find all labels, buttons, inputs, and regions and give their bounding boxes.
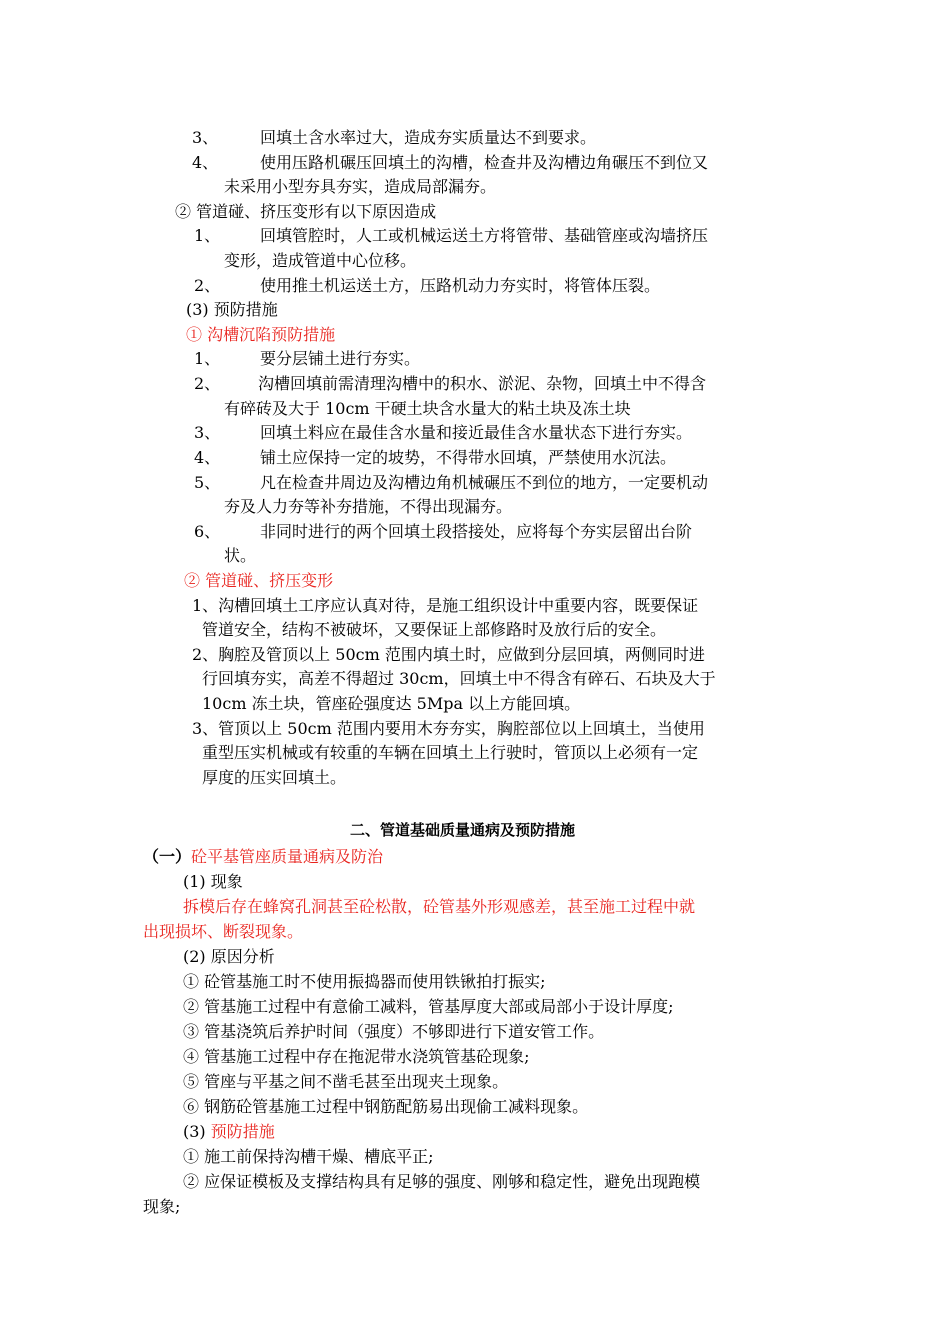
list-item: ③ 管基浇筑后养护时间（强度）不够即进行下道安管工作。 — [183, 1022, 605, 1041]
list-item: 4、 铺土应保持一定的坡势，不得带水回填，严禁使用水沉法。 — [194, 448, 677, 467]
section-heading: 二、管道基础质量通病及预防措施 — [350, 822, 576, 839]
paragraph-line: 行回填夯实，高差不得超过 30cm，回填土中不得含有碎石、石块及大于 — [202, 669, 716, 688]
list-item: ① 砼管基施工时不使用振捣器而使用铁锹拍打振实; — [183, 972, 546, 991]
list-item-continuation: 有碎砖及大于 10cm 干硬土块含水量大的粘土块及冻土块 — [224, 399, 631, 418]
list-item: 3、 回填土料应在最佳含水量和接近最佳含水量状态下进行夯实。 — [194, 423, 693, 442]
section-title: (3) 预防措施 — [186, 300, 278, 319]
paragraph-line: 出现损坏、断裂现象。 — [143, 922, 304, 941]
list-item: 1、 要分层铺土进行夯实。 — [194, 349, 421, 368]
list-item-continuation: 状。 — [224, 546, 257, 565]
paragraph-line: 管道安全，结构不被破坏，又要保证上部修路时及放行后的安全。 — [202, 620, 667, 639]
paragraph-label: (2) 原因分析 — [183, 947, 275, 966]
list-item: ④ 管基施工过程中存在拖泥带水浇筑管基砼现象; — [183, 1047, 530, 1066]
list-item-continuation: 夯及人力夯等补夯措施，不得出现漏夯。 — [224, 497, 513, 516]
list-item: ⑥ 钢筋砼管基施工过程中钢筋配筋易出现偷工减料现象。 — [183, 1097, 589, 1116]
paragraph-line: 拆模后存在蜂窝孔洞甚至砼松散，砼管基外形观感差，甚至施工过程中就 — [183, 897, 696, 916]
list-item: 2、 沟槽回填前需清理沟槽中的积水、淤泥、杂物，回填土中不得含 — [194, 374, 707, 393]
paragraph-label: (3) 预防措施 — [183, 1122, 275, 1141]
list-item: 4、 使用压路机碾压回填土的沟槽，检查井及沟槽边角碾压不到位又 — [192, 153, 709, 172]
list-item: 2、 使用推土机运送土方，压路机动力夯实时，将管体压裂。 — [194, 276, 661, 295]
list-item: 6、 非同时进行的两个回填土段搭接处，应将每个夯实层留出台阶 — [194, 522, 693, 541]
list-item: 5、 凡在检查井周边及沟槽边角机械碾压不到位的地方，一定要机动 — [194, 473, 709, 492]
list-item: 3、 回填土含水率过大，造成夯实质量达不到要求。 — [192, 128, 597, 147]
paragraph-line: 重型压实机械或有较重的车辆在回填土上行驶时，管顶以上必须有一定 — [202, 743, 699, 762]
section-title: ② 管道碰、挤压变形有以下原因造成 — [175, 202, 437, 221]
paragraph-line: 2、胸腔及管顶以上 50cm 范围内填土时，应做到分层回填，两侧同时进 — [192, 645, 705, 664]
list-item: 1、 回填管腔时，人工或机械运送土方将管带、基础管座或沟墙挤压 — [194, 226, 709, 245]
paragraph-line: 10cm 冻土块，管座砼强度达 5Mpa 以上方能回填。 — [202, 694, 581, 713]
subsection-title: ② 管道碰、挤压变形 — [184, 571, 334, 590]
list-item: ② 应保证模板及支撑结构具有足够的强度、刚够和稳定性，避免出现跑模 — [183, 1172, 701, 1191]
list-item-continuation: 未采用小型夯具夯实，造成局部漏夯。 — [224, 177, 497, 196]
paragraph-line: 1、沟槽回填土工序应认真对待，是施工组织设计中重要内容，既要保证 — [192, 596, 699, 615]
paragraph-label: (1) 现象 — [183, 872, 243, 891]
paragraph-line: 厚度的压实回填土。 — [202, 768, 347, 787]
subsection-title: ① 沟槽沉陷预防措施 — [186, 325, 336, 344]
list-item-continuation: 现象; — [143, 1197, 181, 1216]
paragraph-line: 3、管顶以上 50cm 范围内要用木夯夯实，胸腔部位以上回填土，当使用 — [192, 719, 705, 738]
list-item: ① 施工前保持沟槽干燥、槽底平正; — [183, 1147, 434, 1166]
list-item: ② 管基施工过程中有意偷工减料，管基厚度大部或局部小于设计厚度; — [183, 997, 674, 1016]
list-item: ⑤ 管座与平基之间不凿毛甚至出现夹土现象。 — [183, 1072, 509, 1091]
list-item-continuation: 变形，造成管道中心位移。 — [224, 251, 417, 270]
subsection-title: （一）砼平基管座质量通病及防治 — [143, 847, 384, 866]
